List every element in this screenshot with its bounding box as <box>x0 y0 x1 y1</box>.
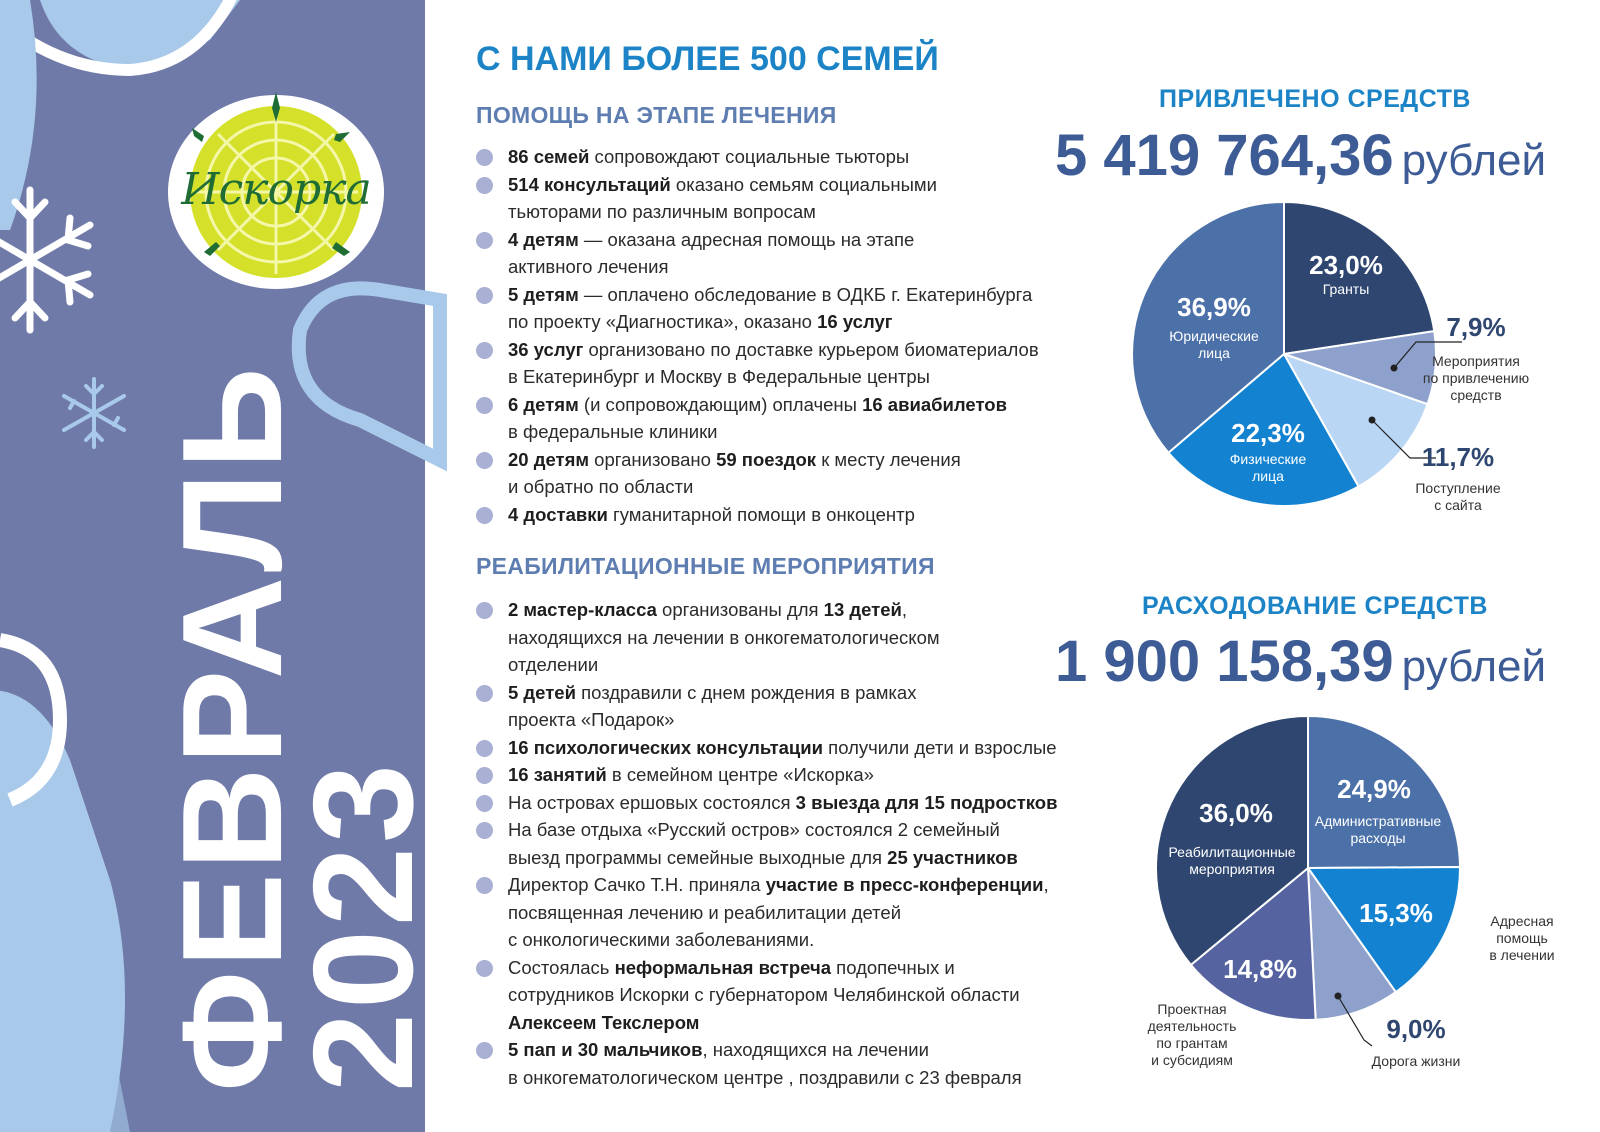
slice-category-label: Физические <box>1229 451 1307 467</box>
body-text: проекта «Подарок» <box>508 709 675 730</box>
highlight-text: 20 детям <box>508 448 590 470</box>
bullet-icon <box>476 685 493 702</box>
month-label: ФЕВРАЛЬ <box>153 364 312 1092</box>
body-text: сотрудников Искорки с губернатором Челябинской области <box>508 984 1020 1005</box>
list-item-line <box>508 198 1136 226</box>
highlight-text: 4 доставки <box>508 503 608 525</box>
expense-pie-chart <box>1110 710 1600 1080</box>
body-text: организованы для <box>656 599 824 620</box>
list-item-line <box>508 624 1136 652</box>
list-item-line <box>508 1009 1136 1037</box>
slice-category-label: по грантам <box>1156 1035 1228 1051</box>
list-item-line <box>508 789 1136 817</box>
highlight-text: 3 выезда для 15 подростков <box>795 791 1058 813</box>
bullet-icon <box>476 149 493 166</box>
body-text: гуманитарной помощи в онкоцентр <box>607 503 915 525</box>
slice-category-label: с сайта <box>1434 497 1482 513</box>
leader-dot <box>1391 365 1398 372</box>
bullet-icon <box>476 877 493 894</box>
body-text: посвященная лечению и реабилитации детей <box>508 901 902 923</box>
bullet-icon <box>476 342 493 359</box>
highlight-text: 5 детям <box>508 283 579 305</box>
income-title: ПРИВЛЕЧЕНО СРЕДСТВ <box>1159 85 1471 113</box>
slice-category-label: Юридические <box>1169 328 1259 344</box>
body-text: , <box>1043 874 1049 895</box>
list-item <box>476 336 1136 391</box>
highlight-text: 59 поездок <box>716 448 817 470</box>
list-item-line <box>508 226 1136 254</box>
expense-amount <box>1055 628 1575 695</box>
bullet-icon <box>476 452 493 469</box>
slice-category-label: Адресная <box>1490 913 1554 929</box>
slice-percent-label: 11,7% <box>1421 442 1495 472</box>
highlight-text: 86 семей <box>508 146 590 167</box>
list-item-line <box>508 473 1136 501</box>
body-text: находящихся на лечении в онкогематологическом <box>508 626 940 648</box>
bullet-icon <box>476 397 493 414</box>
list-item <box>476 171 1136 226</box>
bullet-icon <box>476 602 493 619</box>
small-snowflake-icon <box>60 375 128 451</box>
list-item <box>476 761 1136 789</box>
body-text: На островах ершовых состоялся <box>508 791 796 813</box>
list-item <box>476 596 1136 679</box>
slice-percent-label: 24,9% <box>1337 774 1411 804</box>
list-item-line <box>508 171 1136 199</box>
list-item-line <box>508 1064 1136 1092</box>
slice-percent-label: 36,0% <box>1199 798 1273 828</box>
list-item <box>476 501 1136 529</box>
period-title <box>153 92 468 1092</box>
slice-category-label: Поступление <box>1415 480 1501 496</box>
list-item <box>476 954 1136 1037</box>
body-text: получили дети и взрослые <box>823 736 1057 758</box>
slice-category-label: Проектная <box>1157 1001 1227 1017</box>
bullet-icon <box>476 795 493 812</box>
slice-category-label: Дорога жизни <box>1371 1053 1461 1069</box>
highlight-text: 6 детям <box>508 393 579 415</box>
bullet-icon <box>476 1042 493 1059</box>
list-item-line <box>508 734 1136 762</box>
slice-category-label: помощь <box>1496 930 1548 946</box>
slice-category-label: деятельность <box>1147 1018 1237 1034</box>
body-text: и обратно по области <box>508 476 694 497</box>
slice-category-label: Мероприятия <box>1432 353 1520 369</box>
list-item <box>476 679 1136 734</box>
slice-category-label: расходы <box>1350 830 1406 846</box>
highlight-text: 36 услуг <box>508 338 584 360</box>
list-item <box>476 446 1136 501</box>
expense-amount-value: 1 900 158,39 <box>1055 629 1394 694</box>
highlight-text: 5 пап и 30 мальчиков <box>508 1039 703 1060</box>
list-item-line <box>508 816 1136 844</box>
slice-category-label: Реабилитационные <box>1168 844 1296 860</box>
list-item-line <box>508 981 1136 1009</box>
list-item-line <box>508 844 1136 872</box>
treatment-list <box>476 143 1136 528</box>
rehab-section-title: РЕАБИЛИТАЦИОННЫЕ МЕРОПРИЯТИЯ <box>476 553 935 579</box>
headline: С НАМИ БОЛЕЕ 500 СЕМЕЙ <box>476 40 939 78</box>
list-item <box>476 281 1136 336</box>
slice-category-label: по привлечению <box>1422 370 1530 386</box>
list-item <box>476 816 1136 871</box>
highlight-text: 16 психологических консультации <box>508 736 824 758</box>
list-item-line <box>508 253 1136 281</box>
body-text: поздравили с днем рождения в рамках <box>575 681 917 703</box>
list-item-line <box>508 308 1136 336</box>
highlight-text: 16 авиабилетов <box>862 393 1007 415</box>
list-item-line <box>508 501 1136 529</box>
list-item-line <box>508 596 1136 624</box>
highlight-text: Алексеем Текслером <box>508 1011 700 1033</box>
slice-category-label: в лечении <box>1489 947 1555 963</box>
list-item-line <box>508 1036 1136 1064</box>
slice-percent-label: 23,0% <box>1309 250 1383 280</box>
income-amount-value: 5 419 764,36 <box>1055 123 1394 188</box>
slice-category-label: лица <box>1252 468 1284 484</box>
body-text: Директор Сачко Т.Н. приняла <box>508 874 766 895</box>
body-text: к месту лечения <box>816 448 961 470</box>
list-item-line <box>508 336 1136 364</box>
list-item <box>476 226 1136 281</box>
side-panel <box>0 0 443 1132</box>
slice-category-label: лица <box>1198 345 1230 361</box>
body-text: тьюторами по различным вопросам <box>508 201 816 222</box>
body-text: — оплачено обследование в ОДКБ г. Екатеринбурга <box>578 283 1033 305</box>
list-item-line <box>508 143 1136 171</box>
list-item-line <box>508 363 1136 391</box>
body-text: На базе отдыха «Русский остров» состоялся 2 семейный <box>508 819 1000 840</box>
body-text: оказано семьям социальными <box>670 173 937 195</box>
bullet-icon <box>476 960 493 977</box>
body-text: , находящихся на лечении <box>702 1039 929 1060</box>
list-item <box>476 391 1136 446</box>
highlight-text: 4 детям <box>508 228 579 250</box>
highlight-text: 16 занятий <box>508 764 607 785</box>
list-item-line <box>508 281 1136 309</box>
highlight-text: участие в пресс-конференции <box>765 874 1044 895</box>
list-item <box>476 734 1136 762</box>
slice-percent-label: 9,0% <box>1386 1014 1446 1044</box>
body-text: (и сопровождающим) оплачены <box>578 393 863 415</box>
list-item-line <box>508 418 1136 446</box>
highlight-text: 25 участников <box>887 846 1018 868</box>
bullet-icon <box>476 507 493 524</box>
body-text: организовано <box>589 448 717 470</box>
body-text: в онкогематологическом центре , поздравили с 23 февраля <box>508 1066 1022 1088</box>
slice-percent-label: 15,3% <box>1359 898 1433 928</box>
slice-category-label: Административные <box>1314 813 1442 829</box>
list-item-line <box>508 899 1136 927</box>
highlight-text: 16 услуг <box>817 311 893 332</box>
list-item <box>476 871 1136 954</box>
list-item-line <box>508 926 1136 954</box>
income-amount-unit: рублей <box>1401 136 1547 185</box>
year-label: 2023 <box>283 760 443 1092</box>
body-text: активного лечения <box>508 256 669 277</box>
slice-category-label: средств <box>1450 387 1502 403</box>
list-item-line <box>508 446 1136 474</box>
body-text: выезд программы семейные выходные для <box>508 846 888 868</box>
body-text: — оказана адресная помощь на этапе <box>578 228 915 250</box>
list-item-line <box>508 391 1136 419</box>
body-text: с онкологическими заболеваниями. <box>508 929 815 950</box>
leader-dot <box>1369 417 1376 424</box>
highlight-text: 13 детей <box>823 599 902 620</box>
bullet-icon <box>476 740 493 757</box>
income-pie-chart <box>1110 190 1600 530</box>
highlight-text: неформальная встреча <box>614 956 832 978</box>
highlight-text: 5 детей <box>508 681 576 703</box>
slice-category-label: и субсидиям <box>1151 1052 1233 1068</box>
body-text: отделении <box>508 654 599 675</box>
snowflake-icon <box>0 185 100 335</box>
body-text: в Екатеринбург и Москву в Федеральные центры <box>508 366 930 387</box>
income-amount <box>1055 122 1575 189</box>
slice-percent-label: 14,8% <box>1223 954 1297 984</box>
expense-title: РАСХОДОВАНИЕ СРЕДСТВ <box>1142 592 1488 620</box>
list-item-line <box>508 706 1136 734</box>
slice-category-label: Гранты <box>1322 281 1370 297</box>
body-text: сопровождают социальные тьюторы <box>589 146 910 167</box>
leader-dot <box>1335 993 1342 1000</box>
list-item <box>476 1036 1136 1091</box>
logo-text: Искорка <box>181 164 371 215</box>
list-item-line <box>508 954 1136 982</box>
body-text: , <box>901 599 908 620</box>
body-text: по проекту «Диагностика», оказано <box>508 311 818 332</box>
bullet-icon <box>476 767 493 784</box>
list-item-line <box>508 679 1136 707</box>
bullet-icon <box>476 232 493 249</box>
bullet-icon <box>476 822 493 839</box>
list-item-line <box>508 651 1136 679</box>
slice-percent-label: 36,9% <box>1177 292 1251 322</box>
bullet-icon <box>476 177 493 194</box>
highlight-text: 2 мастер-класса <box>508 599 657 620</box>
highlight-text: 514 консультаций <box>508 173 671 195</box>
body-text: в федеральные клиники <box>508 421 718 442</box>
slice-percent-label: 7,9% <box>1446 312 1506 342</box>
body-text: подопечных и <box>831 956 955 978</box>
expense-amount-unit: рублей <box>1401 642 1547 691</box>
list-item <box>476 143 1136 171</box>
slice-percent-label: 22,3% <box>1231 418 1305 448</box>
body-text: Состоялась <box>508 956 615 978</box>
slice-category-label: мероприятия <box>1189 861 1275 877</box>
list-item <box>476 789 1136 817</box>
bullet-icon <box>476 287 493 304</box>
treatment-section-title: ПОМОЩЬ НА ЭТАПЕ ЛЕЧЕНИЯ <box>476 102 837 128</box>
body-text: организовано по доставке курьером биоматериалов <box>583 338 1039 360</box>
list-item-line <box>508 761 1136 789</box>
body-text: в семейном центре «Искорка» <box>606 764 874 785</box>
rehab-list <box>476 596 1136 1091</box>
list-item-line <box>508 871 1136 899</box>
